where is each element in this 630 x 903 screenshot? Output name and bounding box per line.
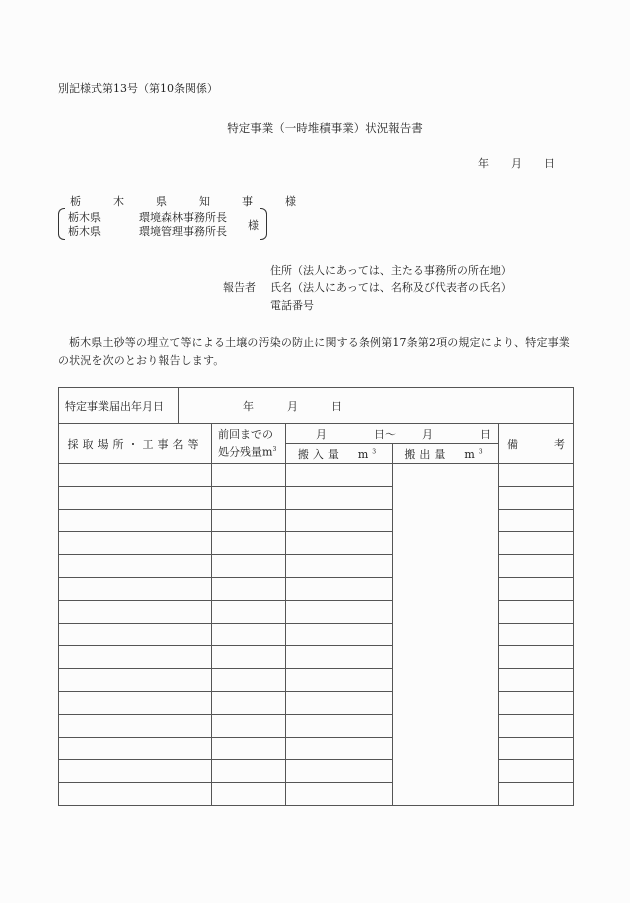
notes-cell[interactable] — [499, 760, 574, 783]
addressee-char: 様 — [285, 195, 296, 208]
previous-remaining-cell[interactable] — [212, 669, 286, 692]
right-bracket — [260, 208, 267, 240]
site-cell[interactable] — [59, 486, 212, 509]
notes-cell[interactable] — [499, 509, 574, 532]
site-header: 採取場所・工事名等 — [59, 424, 212, 464]
outgoing-header — [393, 444, 499, 464]
notes-cell[interactable] — [499, 464, 574, 487]
period-header[interactable] — [286, 424, 499, 444]
alt-honorific: 様 — [248, 219, 259, 232]
incoming-cell[interactable] — [286, 532, 393, 555]
outgoing-cell[interactable] — [393, 464, 499, 806]
site-cell[interactable] — [59, 760, 212, 783]
previous-remaining-cell[interactable] — [212, 691, 286, 714]
previous-remaining-cell[interactable] — [212, 577, 286, 600]
report-statement: 栃木県土砂等の埋立て等による土壌の汚染の防止に関する条例第17条第2項の規定により、特定事業の状況を次のとおり報告します。 — [58, 336, 570, 367]
previous-remaining-cell[interactable] — [212, 646, 286, 669]
notes-header — [499, 424, 574, 464]
alt-office: 環境管理事務所長 — [139, 225, 227, 238]
notif-month-label: 月 — [287, 399, 298, 413]
notification-date-field[interactable] — [179, 388, 574, 424]
table-row — [59, 464, 574, 487]
notes-cell[interactable] — [499, 691, 574, 714]
previous-remaining-cell[interactable] — [212, 783, 286, 806]
prev-header-line2: 処分残量m — [218, 445, 273, 459]
previous-remaining-header — [212, 424, 286, 464]
incoming-cell[interactable] — [286, 714, 393, 737]
notes-char-b: 考 — [554, 437, 566, 451]
site-cell[interactable] — [59, 737, 212, 760]
addressee-char: 栃 — [70, 195, 81, 208]
reporter-name-field[interactable]: 氏名（法人にあっては、名称及び代表者の氏名） — [270, 281, 512, 294]
addressee-char: 事 — [242, 195, 253, 208]
incoming-cell[interactable] — [286, 783, 393, 806]
incoming-cell[interactable] — [286, 486, 393, 509]
incoming-cell[interactable] — [286, 555, 393, 578]
reporter-phone-field[interactable]: 電話番号 — [270, 299, 314, 312]
incoming-cell[interactable] — [286, 600, 393, 623]
period-day-end: 日 — [480, 427, 491, 441]
site-cell[interactable] — [59, 532, 212, 555]
incoming-cell[interactable] — [286, 691, 393, 714]
site-cell[interactable] — [59, 623, 212, 646]
site-cell[interactable] — [59, 691, 212, 714]
notes-cell[interactable] — [499, 486, 574, 509]
form-identifier: 別記様式第13号（第10条関係） — [58, 82, 218, 95]
incoming-cell[interactable] — [286, 464, 393, 487]
notes-cell[interactable] — [499, 600, 574, 623]
site-cell[interactable] — [59, 464, 212, 487]
site-cell[interactable] — [59, 509, 212, 532]
notes-cell[interactable] — [499, 783, 574, 806]
incoming-cell[interactable] — [286, 669, 393, 692]
site-cell[interactable] — [59, 669, 212, 692]
alt-addressee-management-office — [68, 223, 227, 239]
left-bracket — [58, 208, 65, 240]
site-cell[interactable] — [59, 714, 212, 737]
outgoing-header-text: 搬出量 m — [404, 447, 479, 461]
incoming-cell[interactable] — [286, 623, 393, 646]
previous-remaining-cell[interactable] — [212, 600, 286, 623]
previous-remaining-cell[interactable] — [212, 623, 286, 646]
addressee-char: 県 — [156, 195, 167, 208]
period-month-end: 月 — [422, 427, 433, 441]
addressee-char: 知 — [199, 195, 210, 208]
prev-header-line1: 前回までの — [218, 428, 273, 442]
status-report-table — [58, 387, 574, 806]
previous-remaining-cell[interactable] — [212, 486, 286, 509]
reporter-label: 報告者 — [223, 281, 256, 294]
site-cell[interactable] — [59, 555, 212, 578]
document-title: 特定事業（一時堆積事業）状況報告書 — [227, 121, 423, 135]
alt-office: 環境森林事務所長 — [139, 211, 227, 224]
date-month-label: 月 — [511, 157, 522, 170]
alt-prefecture: 栃木県 — [68, 225, 101, 238]
notes-cell[interactable] — [499, 532, 574, 555]
notes-cell[interactable] — [499, 555, 574, 578]
notif-year-label: 年 — [243, 399, 254, 413]
notes-char-a: 備 — [507, 437, 518, 451]
incoming-cell[interactable] — [286, 760, 393, 783]
addressee-char: 木 — [113, 195, 124, 208]
site-cell[interactable] — [59, 646, 212, 669]
incoming-header — [286, 444, 393, 464]
cubed-superscript: 3 — [478, 447, 487, 455]
notes-cell[interactable] — [499, 669, 574, 692]
previous-remaining-cell[interactable] — [212, 509, 286, 532]
previous-remaining-cell[interactable] — [212, 737, 286, 760]
cubed-superscript: 3 — [372, 447, 381, 455]
notification-date-label: 特定事業届出年月日 — [59, 388, 179, 424]
site-cell[interactable] — [59, 577, 212, 600]
previous-remaining-cell[interactable] — [212, 714, 286, 737]
previous-remaining-cell[interactable] — [212, 760, 286, 783]
incoming-cell[interactable] — [286, 577, 393, 600]
site-cell[interactable] — [59, 600, 212, 623]
notes-cell[interactable] — [499, 714, 574, 737]
date-year-label: 年 — [478, 157, 489, 170]
alternative-addressees — [58, 207, 278, 239]
incoming-cell[interactable] — [286, 509, 393, 532]
cubed-superscript: 3 — [272, 446, 277, 454]
reporter-address-field[interactable]: 住所（法人にあっては、主たる事務所の所在地） — [270, 264, 512, 277]
report-date — [478, 155, 555, 171]
incoming-cell[interactable] — [286, 737, 393, 760]
previous-remaining-cell[interactable] — [212, 532, 286, 555]
site-cell[interactable] — [59, 783, 212, 806]
notes-cell[interactable] — [499, 737, 574, 760]
notes-cell[interactable] — [499, 623, 574, 646]
period-month-start: 月 — [316, 427, 327, 441]
incoming-cell[interactable] — [286, 646, 393, 669]
date-day-label: 日 — [544, 157, 555, 170]
period-day-start: 日〜 — [374, 427, 396, 441]
notif-day-label: 日 — [331, 399, 342, 413]
incoming-header-text: 搬入量 m — [297, 447, 373, 461]
notes-cell[interactable] — [499, 646, 574, 669]
alt-prefecture: 栃木県 — [68, 211, 101, 224]
previous-remaining-cell[interactable] — [212, 555, 286, 578]
previous-remaining-cell[interactable] — [212, 464, 286, 487]
notes-cell[interactable] — [499, 577, 574, 600]
